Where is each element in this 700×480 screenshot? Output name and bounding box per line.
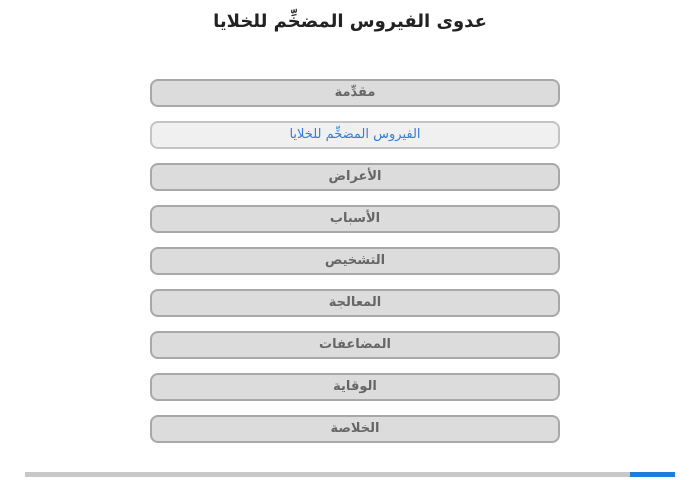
- menu-item-summary[interactable]: الخلاصة: [150, 415, 560, 443]
- chapter-menu: [150, 79, 560, 457]
- progress-bar-fill: [630, 472, 676, 477]
- menu-item-complications[interactable]: المضاعفات: [150, 331, 560, 359]
- menu-item-causes[interactable]: الأسباب: [150, 205, 560, 233]
- menu-item-treatment[interactable]: المعالجة: [150, 289, 560, 317]
- menu-item-introduction[interactable]: مقدِّمة: [150, 79, 560, 107]
- menu-item-symptoms[interactable]: الأعراض: [150, 163, 560, 191]
- menu-item-diagnosis[interactable]: التشخيص: [150, 247, 560, 275]
- page-title: عدوى الفيروس المضخِّم للخلايا: [213, 11, 487, 32]
- menu-item-prevention[interactable]: الوقاية: [150, 373, 560, 401]
- progress-bar: [25, 472, 675, 477]
- menu-item-cytomegalovirus[interactable]: الفيروس المضخِّم للخلايا: [150, 121, 560, 149]
